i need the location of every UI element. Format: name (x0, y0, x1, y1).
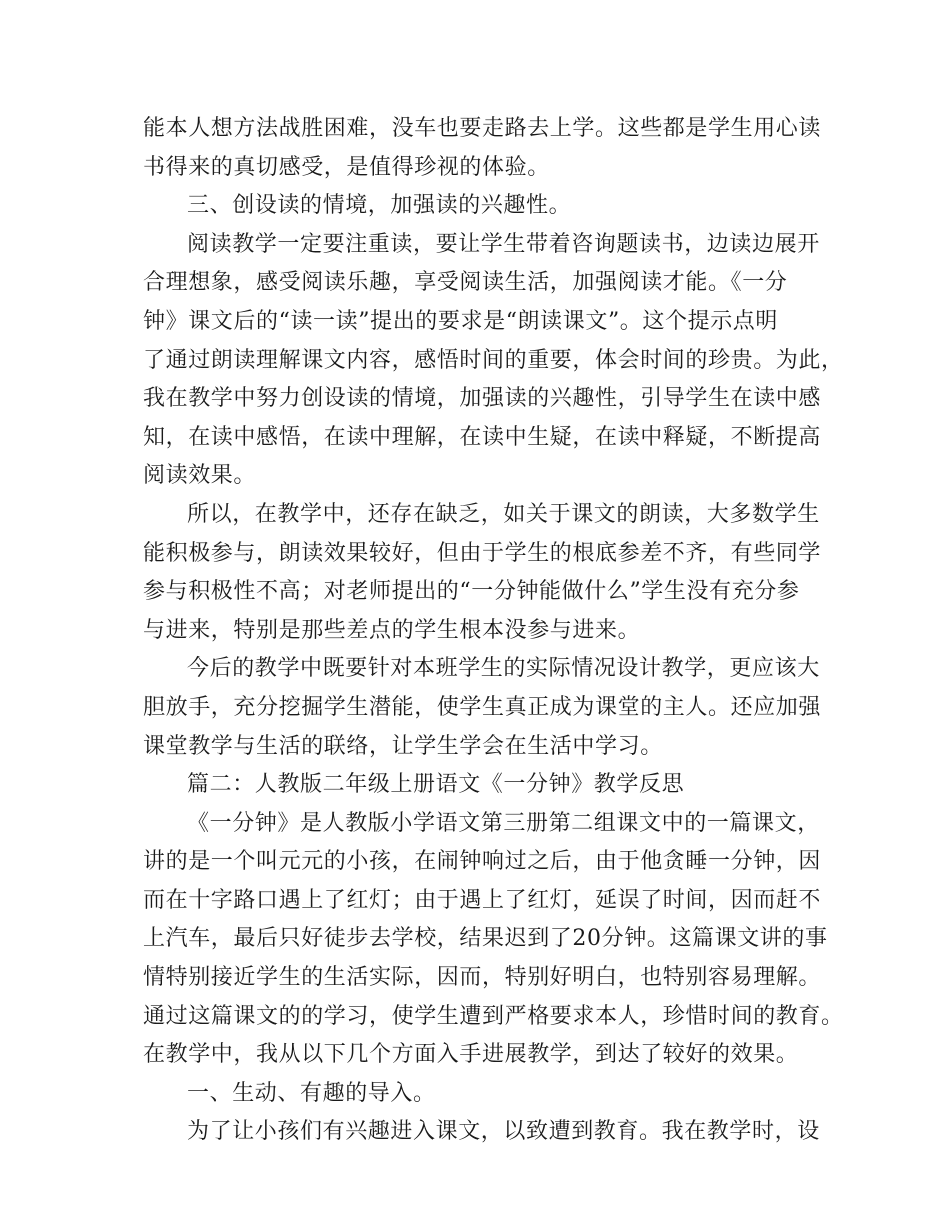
text-line: 课堂教学与生活的联络，让学生学会在生活中学习。 (143, 733, 663, 759)
text-line: 讲的是一个叫元元的小孩，在闹钟响过之后，由于他贪睡一分钟，因 (143, 849, 822, 875)
text-line: 合理想象，感受阅读乐趣，享受阅读生活，加强阅读才能。《一分 (143, 270, 788, 296)
text-line: 一、生动、有趣的导入。 (187, 1080, 436, 1106)
text-line: 而在十字路口遇上了红灯；由于遇上了红灯，延误了时间，因而赶不 (143, 887, 822, 913)
text-line: 钟》课文后的“读一读”提出的要求是“朗读课文”。这个提示点明 (143, 308, 778, 334)
text-line: 书得来的真切感受，是值得珍视的体验。 (143, 154, 550, 180)
text-line: 篇二：人教版二年级上册语文《一分钟》教学反思 (187, 772, 685, 798)
text-line: 三、创设读的情境，加强读的兴趣性。 (187, 193, 572, 219)
text-line: 阅读教学一定要注重读，要让学生带着咨询题读书，边读边展开 (187, 231, 820, 257)
text-line: 我在教学中努力创设读的情境，加强读的兴趣性，引导学生在读中感 (143, 386, 822, 412)
text-line: 上汽车，最后只好徒步去学校，结果迟到了20分钟。这篇课文讲的事 (143, 926, 828, 952)
text-line: 通过这篇课文的的学习，使学生遭到严格要求本人，珍惜时间的教育。 (143, 1003, 844, 1029)
text-line: 参与积极性不高；对老师提出的“一分钟能做什么”学生没有充分参 (143, 579, 800, 605)
text-line: 在教学中，我从以下几个方面入手进展教学，到达了较好的效果。 (143, 1042, 799, 1068)
text-line: 能本人想方法战胜困难，没车也要走路去上学。这些都是学生用心读 (143, 116, 822, 141)
text-line: 为了让小孩们有兴趣进入课文，以致遭到教育。我在教学时，设 (187, 1119, 820, 1145)
text-line: 今后的教学中既要针对本班学生的实际情况设计教学，更应该大 (187, 656, 820, 682)
document-body (143, 110, 844, 1152)
text-line: 能积极参与，朗读效果较好，但由于学生的根底参差不齐，有些同学 (143, 540, 822, 566)
text-line: 与进来，特别是那些差点的学生根本没参与进来。 (143, 617, 641, 643)
text-line: 阅读效果。 (143, 463, 257, 489)
text-line: 所以，在教学中，还存在缺乏，如关于课文的朗读，大多数学生 (187, 501, 820, 527)
text-line: 《一分钟》是人教版小学语文第三册第二组课文中的一篇课文， (187, 810, 820, 836)
text-line: 知，在读中感悟，在读中理解，在读中生疑，在读中释疑，不断提高 (143, 424, 822, 450)
text-line: 了通过朗读理解课文内容，感悟时间的重要，体会时间的珍贵。为此， (143, 347, 844, 373)
text-line: 胆放手，充分挖掘学生潜能，使学生真正成为课堂的主人。还应加强 (143, 694, 822, 720)
text-line: 情特别接近学生的生活实际，因而，特别好明白，也特别容易理解。 (143, 965, 822, 991)
